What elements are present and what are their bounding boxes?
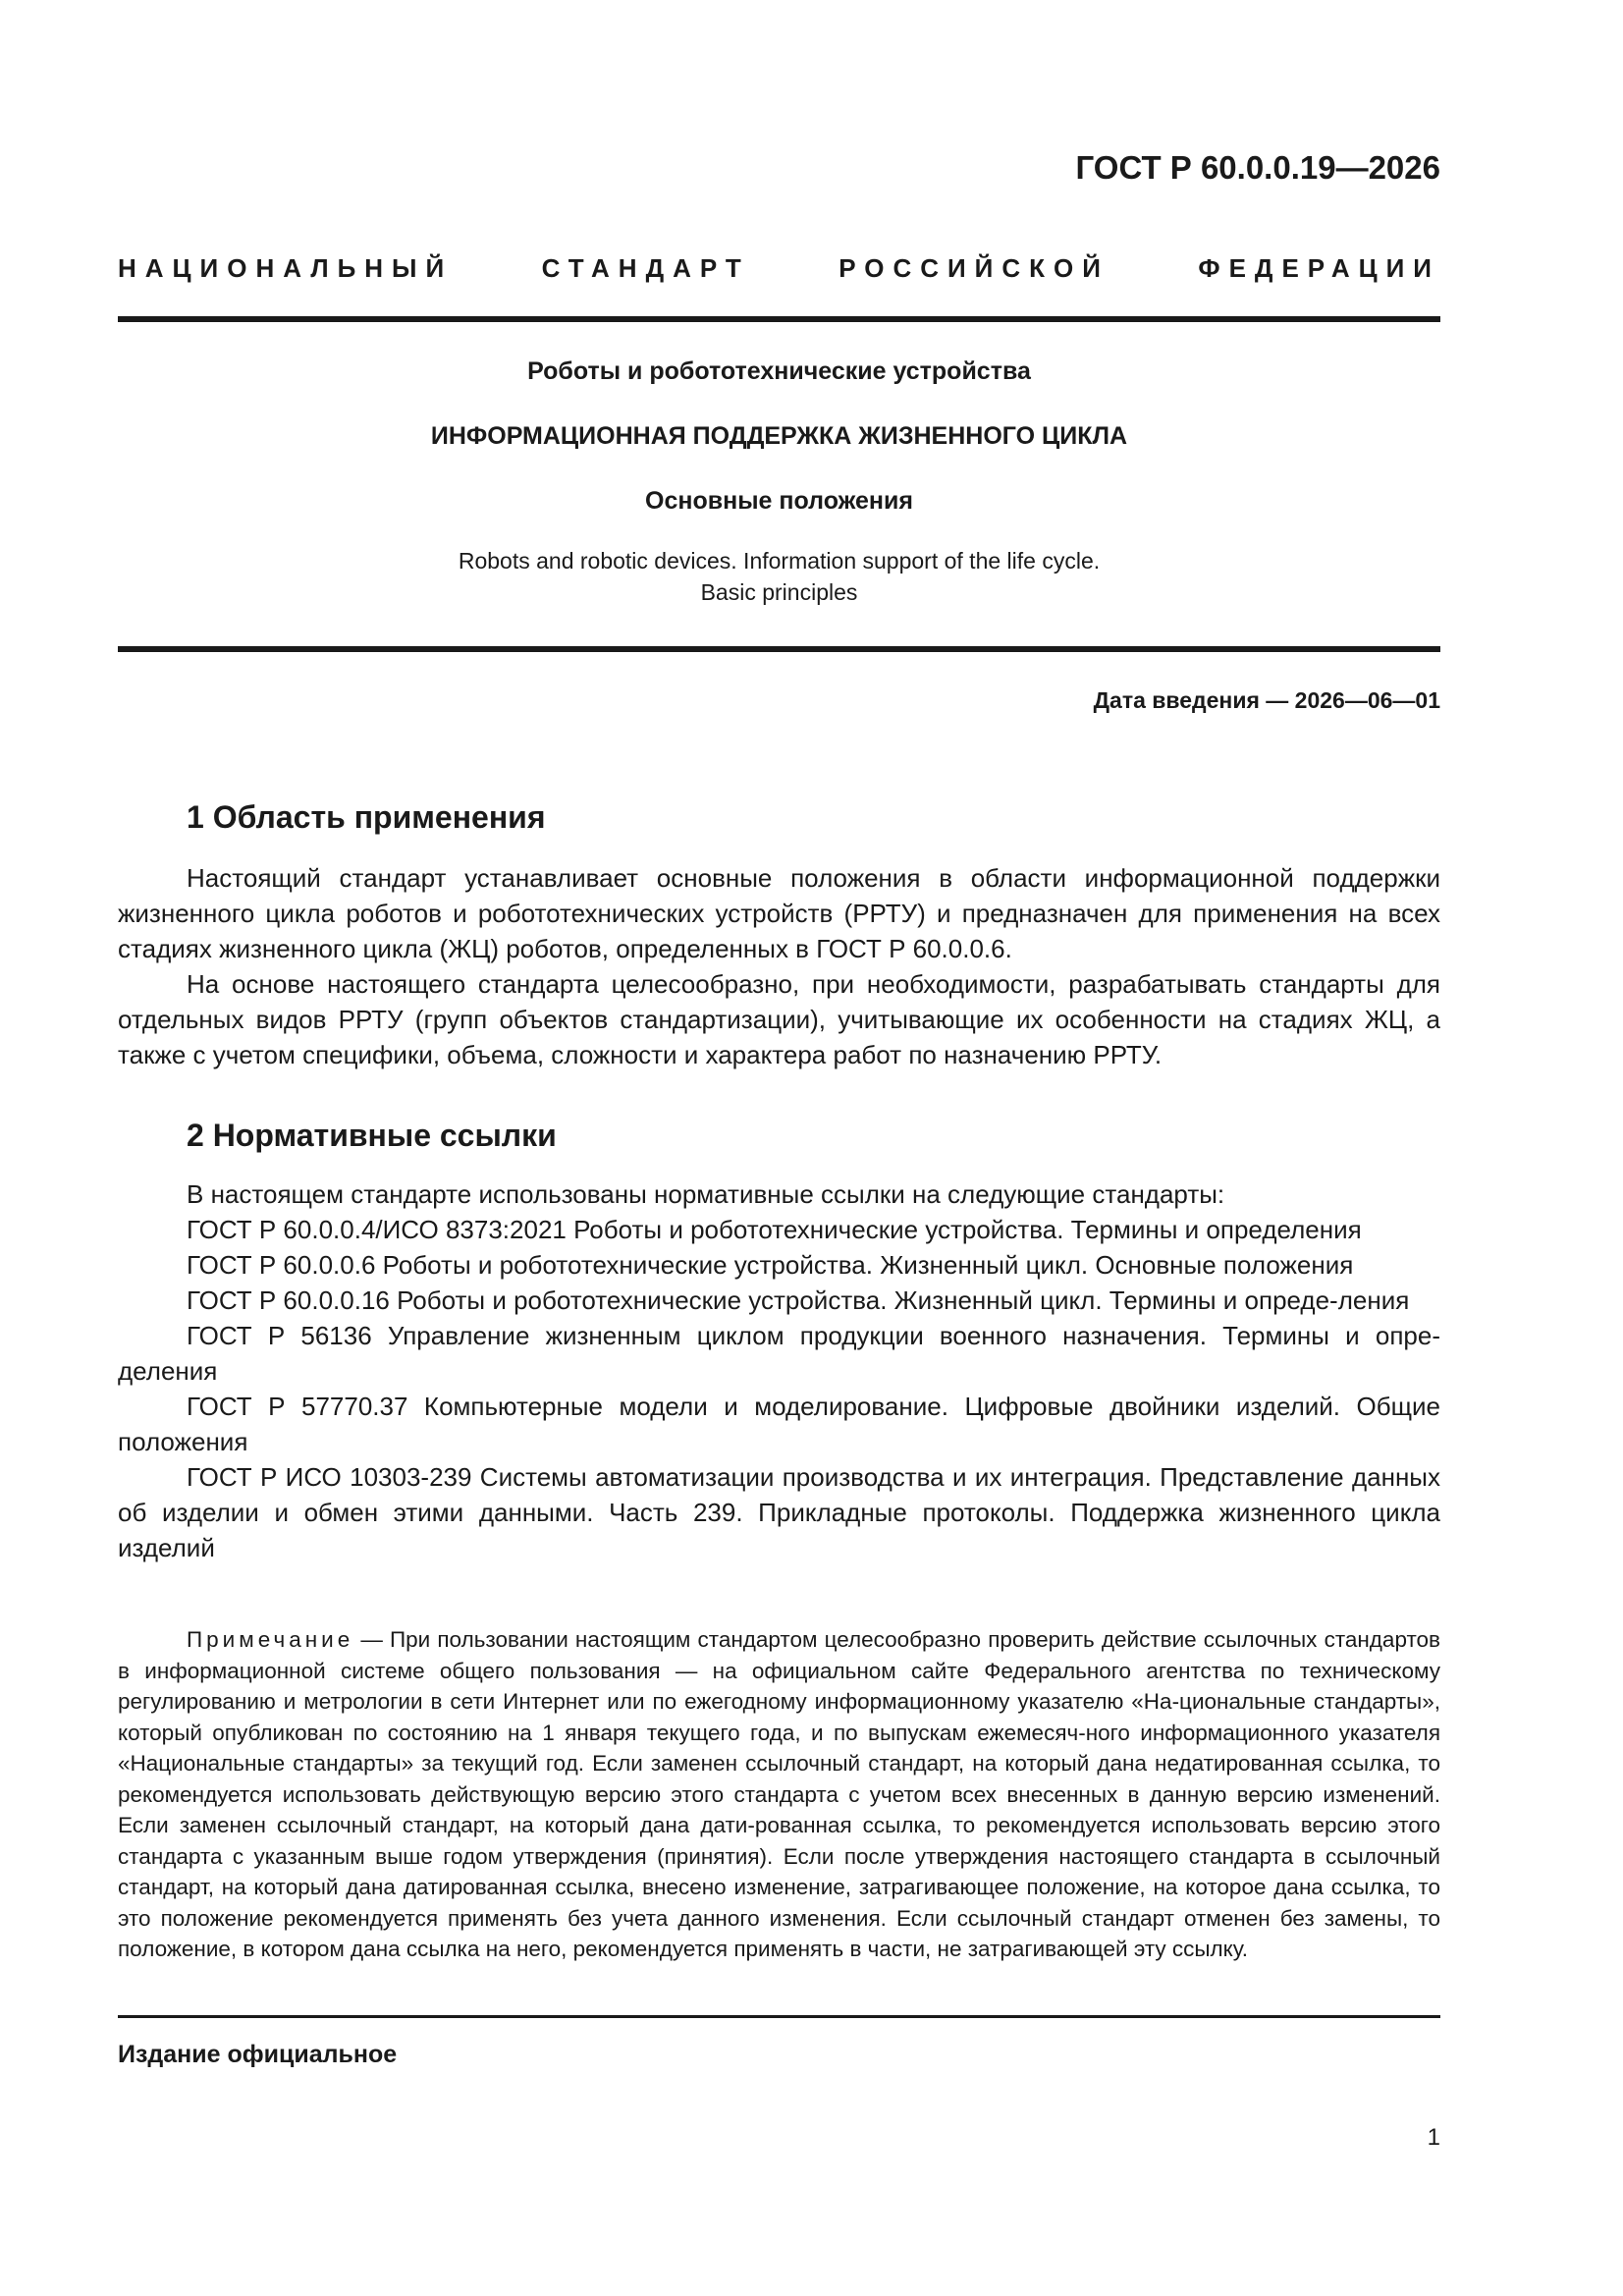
title-main: ИНФОРМАЦИОННАЯ ПОДДЕРЖКА ЖИЗНЕННОГО ЦИКЛА <box>430 422 1128 450</box>
note-block <box>118 1624 1440 1965</box>
section-2-heading: 2 Нормативные ссылки <box>187 1118 557 1153</box>
top-rule <box>118 316 1440 322</box>
introduction-date: Дата введения — 2026—06—01 <box>1093 687 1440 713</box>
title-bottom-rule <box>118 646 1440 652</box>
note-text: — При пользовании настоящим стандартом целесообразно проверить действие ссылочных стандартов в информационной системе общего пользования — на официальном сайте Федерального агентства по техническому регулированию и метрологии в сети Интернет или по ежегодному информационному указателю «На-циональные стандарты», который опубликован по состоянию на 1 января текущего года, и по выпускам ежемесяч-ного информационного указателя «Национальные стандарты» за текущий год. Если заменен ссылочный стандарт, на который дана недатированная ссылка, то рекомендуется использовать действующую версию этого стандарта с учетом всех внесенных в данную версию изменений. Если заменен ссылочный стандарт, на который дана дати-рованная ссылка, то рекомендуется использовать версию этого стандарта с указанным выше годом утверждения (принятия). Если после утверждения настоящего стандарта в ссылочный стандарт, на который дана датированная ссылка, внесено изменение, затрагивающее положение, на которое дана ссылка, то это положение рекомендуется применять без учета данного изменения. Если ссылочный стандарт отменен без замены, то положение, в котором дана ссылка на него, рекомендуется применять в части, не затрагивающей эту ссылку. <box>118 1627 1440 1961</box>
reference-item: ГОСТ Р ИСО 10303-239 Системы автоматизации производства и их интеграция. Представление данных об изделии и обмен этими данными. Часть 239. Прикладные протоколы. Поддержка жизненного цикла изделий <box>118 1462 1440 1562</box>
reference-item: ГОСТ Р 56136 Управление жизненным циклом продукции военного назначения. Термины и опре-деления <box>118 1321 1440 1386</box>
reference-item: ГОСТ Р 57770.37 Компьютерные модели и моделирование. Цифровые двойники изделий. Общие положения <box>118 1392 1440 1456</box>
reference-item: ГОСТ Р 60.0.0.6 Роботы и робототехнические устройства. Жизненный цикл. Основные положения <box>187 1250 1354 1280</box>
page-number: 1 <box>1427 2124 1440 2151</box>
note-paragraph <box>118 1624 1440 1965</box>
title-sub: Основные положения <box>645 487 913 515</box>
footer-rule <box>118 2015 1440 2018</box>
section-2-intro: В настоящем стандарте использованы нормативные ссылки на следующие стандарты: <box>187 1179 1225 1209</box>
national-standard-banner: НАЦИОНАЛЬНЫЙ СТАНДАРТ РОССИЙСКОЙ ФЕДЕРАЦИИ <box>118 253 1440 283</box>
reference-item: ГОСТ Р 60.0.0.16 Роботы и робототехнические устройства. Жизненный цикл. Термины и опреде-ления <box>187 1285 1410 1315</box>
english-title-line2: Basic principles <box>700 579 858 605</box>
section-1-heading: 1 Область применения <box>187 799 546 835</box>
section-1-paragraph-2: На основе настоящего стандарта целесообразно, при необходимости, разрабатывать стандарты для отдельных видов РРТУ (групп объектов стандартизации), учитывающие их особенности на стадиях ЖЦ, а также с учетом специфики, объема, сложности и характера работ по назначению РРТУ. <box>118 969 1440 1069</box>
reference-item: ГОСТ Р 60.0.0.4/ИСО 8373:2021 Роботы и робототехнические устройства. Термины и определения <box>187 1215 1362 1244</box>
note-label: Примечание <box>187 1627 354 1652</box>
section-2-body <box>118 1176 1440 1565</box>
section-1-body <box>118 860 1440 1072</box>
section-1-paragraph-1: Настоящий стандарт устанавливает основные положения в области информационной поддержки жизненного цикла роботов и робототехнических устройств (РРТУ) и предназначен для применения на всех стадиях жизненного цикла (ЖЦ) роботов, определенных в ГОСТ Р 60.0.0.6. <box>118 863 1440 963</box>
title-group: Роботы и робототехнические устройства <box>527 357 1031 385</box>
standard-designation: ГОСТ Р 60.0.0.19—2026 <box>1075 149 1440 186</box>
official-edition-label: Издание официальное <box>118 2041 398 2068</box>
english-title-line1: Robots and robotic devices. Information support of the life cycle. <box>458 548 1101 574</box>
